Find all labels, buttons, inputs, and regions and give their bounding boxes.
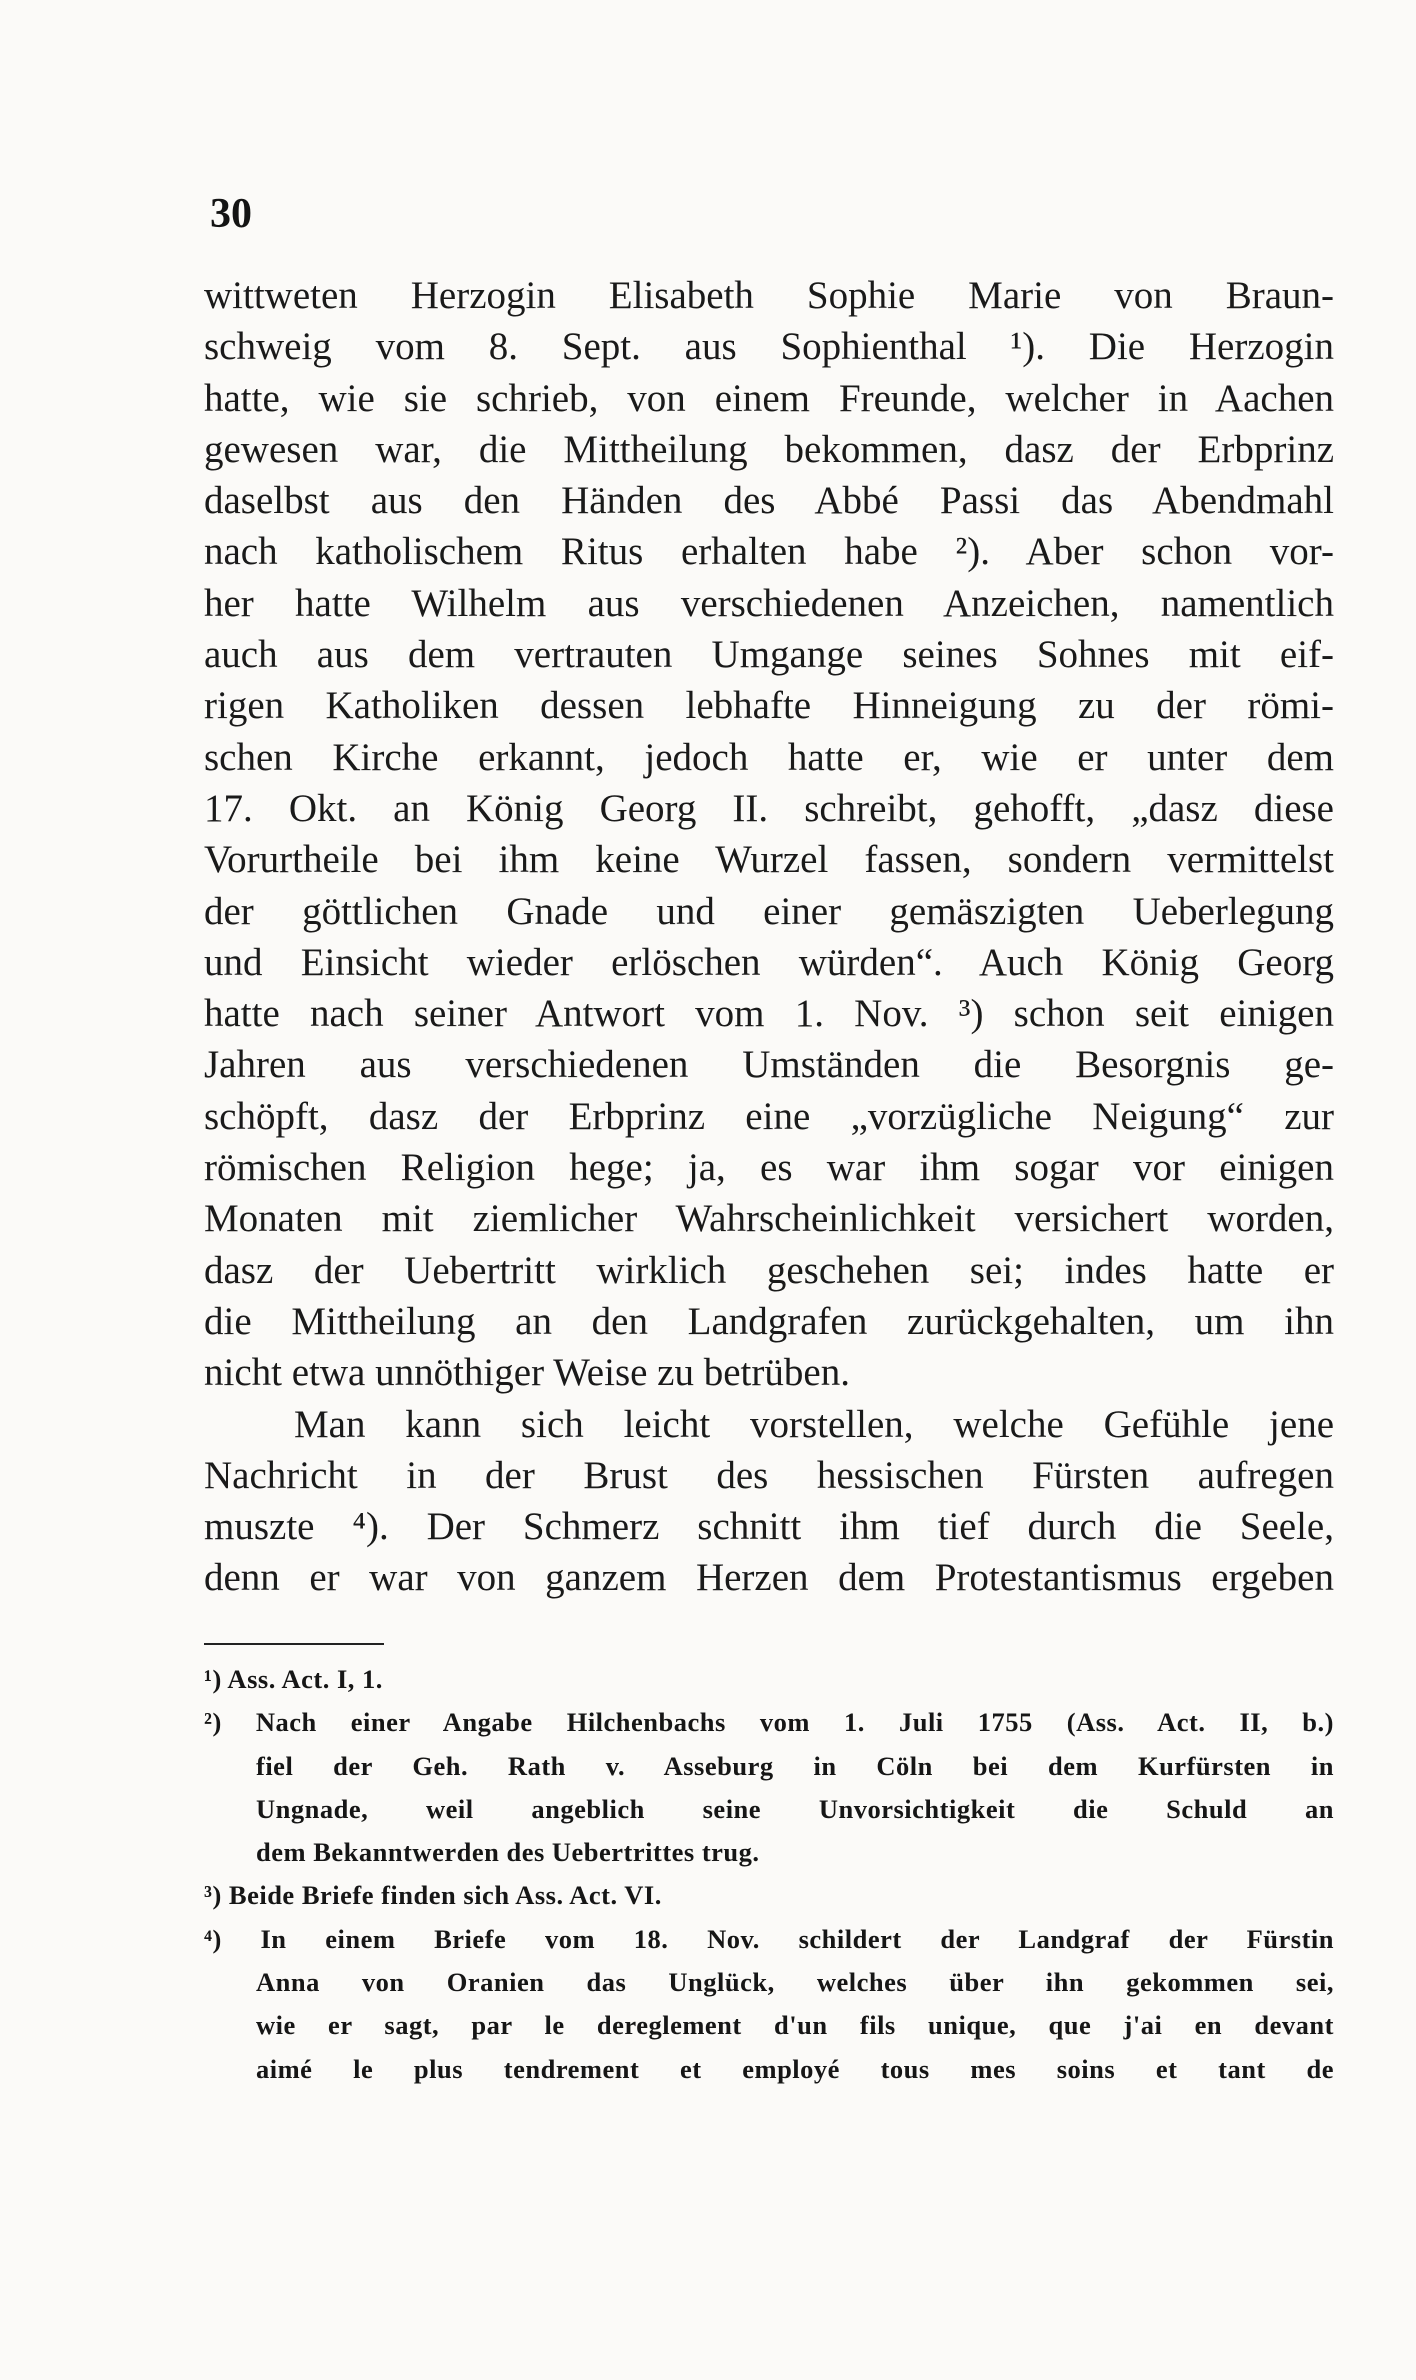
body-line: hatte, wie sie schrieb, von einem Freunde, welcher in Aachen bbox=[204, 376, 1334, 420]
footnote-line: Ungnade, weil angeblich seine Unvorsichtigkeit die Schuld an bbox=[256, 1793, 1334, 1824]
footnote-line: fiel der Geh. Rath v. Asseburg in Cöln bei dem Kurfürsten in bbox=[256, 1750, 1334, 1781]
body-line: wittweten Herzogin Elisabeth Sophie Marie von Braun- bbox=[204, 274, 1334, 317]
body-line: schöpft, dasz der Erbprinz eine „vorzügliche Neigung“ zur bbox=[204, 1094, 1334, 1138]
body-line: nicht etwa unnöthiger Weise zu betrüben. bbox=[204, 1351, 850, 1395]
footnote-line: Anna von Oranien das Unglück, welches über ihn gekommen sei, bbox=[256, 1967, 1334, 1998]
body-line: muszte ⁴). Der Schmerz schnitt ihm tief durch die Seele, bbox=[204, 1505, 1334, 1549]
footnote-line: wie er sagt, par le dereglement d'un fils unique, que j'ai en devant bbox=[256, 2010, 1334, 2041]
body-line: her hatte Wilhelm aus verschiedenen Anzeichen, namentlich bbox=[204, 581, 1334, 625]
footnote-line: ³) Beide Briefe finden sich Ass. Act. VI. bbox=[204, 1880, 662, 1911]
body-line: Monaten mit ziemlicher Wahrscheinlichkeit versichert worden, bbox=[204, 1197, 1334, 1241]
body-line: dasz der Uebertritt wirklich geschehen sei; indes hatte er bbox=[204, 1248, 1334, 1292]
footnote-line: ⁴) In einem Briefe vom 18. Nov. schildert der Landgraf der Fürstin bbox=[204, 1923, 1334, 1954]
footnote-line: dem Bekanntwerden des Uebertrittes trug. bbox=[256, 1837, 760, 1868]
body-line: auch aus dem vertrauten Umgange seines Sohnes mit eif- bbox=[204, 633, 1334, 677]
footnote-line: aimé le plus tendrement et employé tous mes soins et tant de bbox=[256, 2053, 1334, 2084]
body-line: Vorurtheile bei ihm keine Wurzel fassen, sondern vermittelst bbox=[204, 838, 1334, 882]
body-line: Nachricht in der Brust des hessischen Fürsten aufregen bbox=[204, 1453, 1334, 1497]
body-line: nach katholischem Ritus erhalten habe ²). Aber schon vor- bbox=[204, 530, 1334, 574]
body-line: schweig vom 8. Sept. aus Sophienthal ¹). Die Herzogin bbox=[204, 325, 1334, 369]
body-text bbox=[204, 270, 1334, 1604]
body-line: und Einsicht wieder erlöschen würden“. Auch König Georg bbox=[204, 940, 1334, 984]
body-line: denn er war von ganzem Herzen dem Protestantismus ergeben bbox=[204, 1556, 1334, 1600]
body-line: schen Kirche erkannt, jedoch hatte er, wie er unter dem bbox=[204, 735, 1334, 779]
body-line: die Mittheilung an den Landgrafen zurückgehalten, um ihn bbox=[204, 1299, 1334, 1343]
footnote-line: ¹) Ass. Act. I, 1. bbox=[204, 1664, 383, 1694]
body-line: rigen Katholiken dessen lebhafte Hinneigung zu der römi- bbox=[204, 684, 1334, 728]
body-line: gewesen war, die Mittheilung bekommen, dasz der Erbprinz bbox=[204, 427, 1334, 471]
page-number: 30 bbox=[210, 191, 252, 237]
body-line: römischen Religion hege; ja, es war ihm sogar vor einigen bbox=[204, 1146, 1334, 1190]
body-line: daselbst aus den Händen des Abbé Passi das Abendmahl bbox=[204, 479, 1334, 523]
footnotes bbox=[204, 1658, 1334, 2091]
body-line: 17. Okt. an König Georg II. schreibt, gehofft, „dasz diese bbox=[204, 786, 1334, 830]
footnote-line: ²) Nach einer Angabe Hilchenbachs vom 1. Juli 1755 (Ass. Act. II, b.) bbox=[204, 1707, 1334, 1738]
footnote-rule bbox=[204, 1643, 384, 1645]
body-line: hatte nach seiner Antwort vom 1. Nov. ³) schon seit einigen bbox=[204, 992, 1334, 1036]
body-line: der göttlichen Gnade und einer gemäszigten Ueberlegung bbox=[204, 889, 1334, 933]
body-line: Jahren aus verschiedenen Umständen die Besorgnis ge- bbox=[204, 1043, 1334, 1087]
body-line: Man kann sich leicht vorstellen, welche Gefühle jene bbox=[294, 1402, 1334, 1446]
